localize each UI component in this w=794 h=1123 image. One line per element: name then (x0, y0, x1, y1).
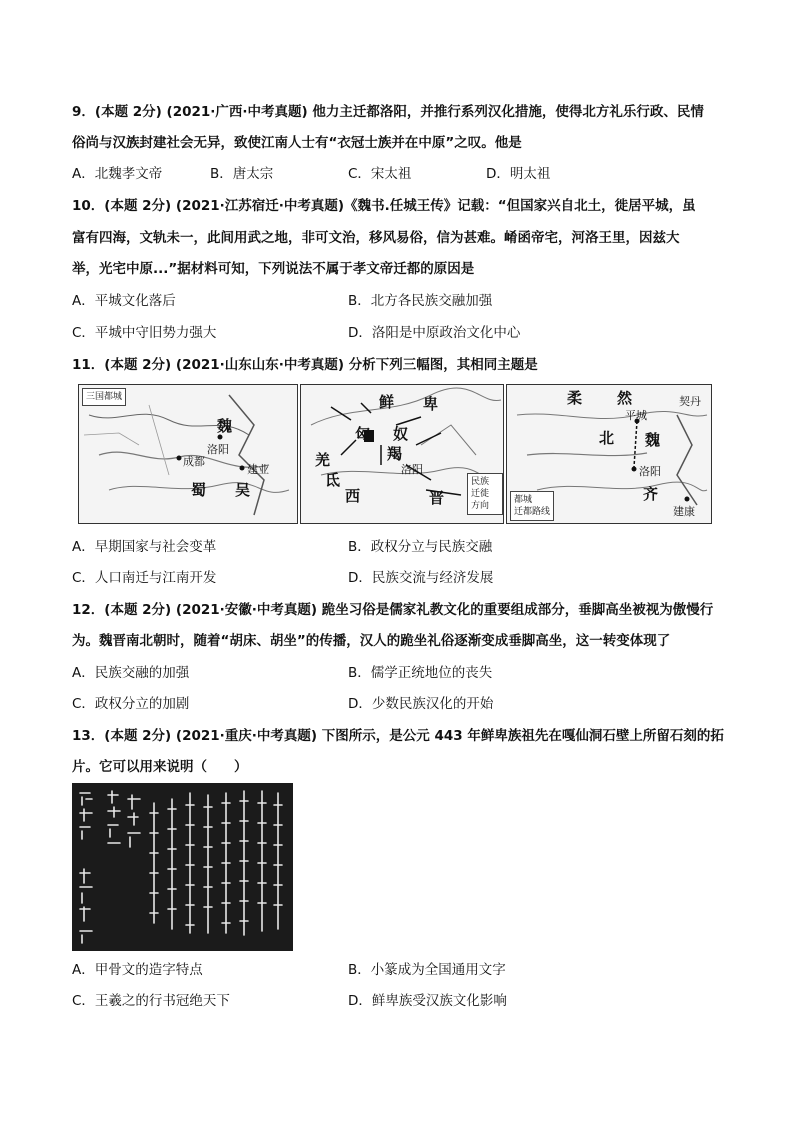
q9-option-b[interactable]: B．唐太宗 (210, 166, 274, 182)
map1-label-wei: 魏 (217, 417, 233, 435)
map3-label-qi: 齐 (643, 485, 659, 503)
map2-legend-1: 民族 (471, 477, 490, 487)
map3-legend-2: 迁都路线 (514, 507, 551, 517)
map2-label-xian: 鲜 (379, 393, 395, 411)
q11-option-a[interactable]: A．早期国家与社会变革 (72, 539, 217, 555)
q10-option-c[interactable]: C．平城中守旧势力强大 (72, 325, 217, 341)
map2-label-bei: 卑 (423, 395, 439, 413)
q12-stem-line2: 为。魏晋南北朝时，随着“胡床、胡坐”的传播，汉人的跪坐礼俗逐渐变成垂脚高坐，这一转变体现了 (72, 633, 671, 649)
q10-option-b[interactable]: B．北方各民族交融加强 (348, 293, 493, 309)
map2-label-jin: 晋 (429, 489, 445, 507)
map1-label-wu: 吴 (235, 481, 251, 499)
q10-stem-line3: 举，光宅中原...”据材料可知，下列说法不属于孝文帝迁都的原因是 (72, 261, 475, 277)
q10-option-d[interactable]: D．洛阳是中原政治文化中心 (348, 325, 521, 341)
map3-label-wei: 魏 (645, 431, 661, 449)
q9-stem-line2: 俗尚与汉族封建社会无异，致使江南人士有“衣冠士族并在中原”之叹。他是 (72, 135, 522, 151)
q13-option-b[interactable]: B．小篆成为全国通用文字 (348, 962, 506, 978)
map2-legend (467, 473, 503, 515)
q10-stem-line1: 10．(本题 2分) (2021·江苏宿迁·中考真题)《魏书.任城王传》记载：“但国家兴自北土，徙居平城，虽 (72, 198, 696, 214)
q12-stem-line1: 12．(本题 2分) (2021·安徽·中考真题) 跪坐习俗是儒家礼教文化的重要组成部分，垂脚高坐被视为傲慢行 (72, 602, 714, 618)
map2-label-luoyang: 洛阳 (401, 463, 423, 476)
map3-label-luoyang: 洛阳 (639, 465, 661, 478)
q10-option-a[interactable]: A．平城文化落后 (72, 293, 176, 309)
q11-option-c[interactable]: C．人口南迁与江南开发 (72, 570, 217, 586)
q13-stem-line1: 13．(本题 2分) (2021·重庆·中考真题) 下图所示，是公元 443 年鲜卑族祖先在嘎仙洞石壁上所留石刻的拓 (72, 728, 724, 744)
map1-label-jianye: 建业 (247, 463, 269, 476)
map3-legend-1: 都城 (514, 495, 533, 505)
q9-option-c[interactable]: C．宋太祖 (348, 166, 412, 182)
q10-stem-line2: 富有四海，文轨未一，此间用武之地，非可文治，移风易俗，信为甚难。崤函帝宅，河洛王里，因兹大 (72, 230, 680, 246)
q12-option-d[interactable]: D．少数民族汉化的开始 (348, 696, 494, 712)
map1-label-shu: 蜀 (191, 481, 207, 499)
q13-option-d[interactable]: D．鲜卑族受汉族文化影响 (348, 993, 507, 1009)
q13-option-a[interactable]: A．甲骨文的造字特点 (72, 962, 203, 978)
map2-label-jie: 羯 (387, 445, 403, 463)
map2-label-xiong: 匈 (355, 425, 371, 443)
map3-label-qidan: 契丹 (679, 395, 701, 408)
map2-legend-3: 方向 (471, 501, 490, 511)
map2-legend-2: 迁徙 (471, 489, 490, 499)
q11-option-b[interactable]: B．政权分立与民族交融 (348, 539, 493, 555)
map1-label-chengdu: 成都 (183, 455, 205, 468)
q13-option-c[interactable]: C．王羲之的行书冠绝天下 (72, 993, 230, 1009)
map3-label-pingcheng: 平城 (625, 409, 647, 422)
map3-label-jiankang: 建康 (673, 505, 695, 518)
q11-option-d[interactable]: D．民族交流与经济发展 (348, 570, 494, 586)
q9-option-d[interactable]: D．明太祖 (486, 166, 551, 182)
q12-option-c[interactable]: C．政权分立的加剧 (72, 696, 190, 712)
map3-label-ran: 然 (617, 389, 633, 407)
map-western-jin-migration (300, 384, 504, 524)
q9-stem-line1: 9．(本题 2分) (2021·广西·中考真题) 他力主迁都洛阳，并推行系列汉化措施，使得北方礼乐行政、民情 (72, 104, 704, 120)
map2-label-xi: 西 (345, 487, 361, 505)
map1-label-luoyang: 洛阳 (207, 443, 229, 456)
q9-option-a[interactable]: A．北魏孝文帝 (72, 166, 163, 182)
rubbing-strokes (72, 783, 293, 951)
map2-label-di: 氐 (325, 471, 341, 489)
map-three-kingdoms (78, 384, 298, 524)
q11-stem-line1: 11．(本题 2分) (2021·山东山东·中考真题) 分析下列三幅图，其相同主题是 (72, 357, 538, 373)
map3-label-rou: 柔 (567, 389, 583, 407)
q12-option-a[interactable]: A．民族交融的加强 (72, 665, 190, 681)
map-northern-wei-capital (506, 384, 712, 524)
map3-legend (510, 491, 554, 521)
map1-legend: 三国都城 (82, 388, 126, 406)
map2-label-nu: 奴 (393, 425, 409, 443)
stone-inscription-rubbing (72, 783, 293, 951)
q12-option-b[interactable]: B．儒学正统地位的丧失 (348, 665, 493, 681)
map2-label-qiang: 羌 (315, 451, 331, 469)
q13-stem-line2: 片。它可以用来说明（ ） (72, 759, 248, 775)
q11-maps (78, 384, 712, 524)
map3-label-bei: 北 (599, 429, 615, 447)
